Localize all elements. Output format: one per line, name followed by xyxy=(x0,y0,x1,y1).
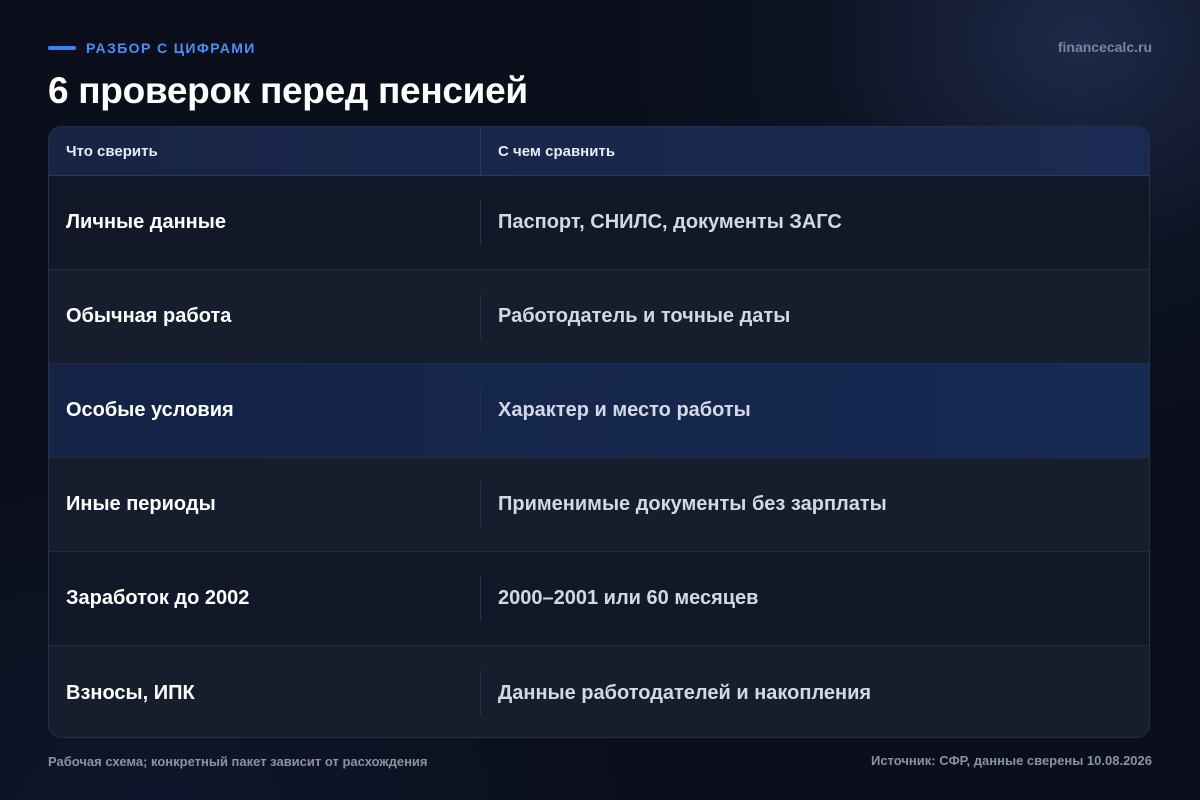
check-cell: Иные периоды xyxy=(49,458,481,551)
compare-cell: Данные работодателей и накопления xyxy=(498,681,872,704)
check-cell: Особые условия xyxy=(49,364,481,457)
compare-cell: Работодатель и точные даты xyxy=(498,305,791,327)
table-row xyxy=(49,552,1149,646)
footer-note: Рабочая схема; конкретный пакет зависит от расхождения xyxy=(48,754,428,769)
compare-cell: Характер и место работы xyxy=(498,399,751,421)
column-header-check: Что сверить xyxy=(49,127,481,175)
table-row xyxy=(49,176,1149,270)
checklist-table xyxy=(48,126,1150,738)
check-cell: Личные данные xyxy=(49,176,481,269)
compare-cell: Паспорт, СНИЛС, документы ЗАГС xyxy=(498,211,842,233)
check-cell: Заработок до 2002 xyxy=(49,552,481,645)
table-row-highlighted xyxy=(49,364,1149,458)
table-header xyxy=(49,127,1149,176)
compare-cell: 2000–2001 или 60 месяцев xyxy=(498,587,759,609)
site-name: financecalc.ru xyxy=(1057,39,1152,55)
kicker-label: РАЗБОР С ЦИФРАМИ xyxy=(86,40,256,56)
column-header-compare: С чем сравнить xyxy=(498,142,616,160)
footer-source: Источник: СФР, данные сверены 10.08.2026 xyxy=(870,753,1152,768)
compare-cell: Применимые документы без зарплаты xyxy=(498,493,887,515)
table-row xyxy=(49,458,1149,552)
check-cell: Обычная работа xyxy=(49,270,481,363)
check-cell: Взносы, ИПК xyxy=(49,646,481,738)
section-kicker xyxy=(48,39,256,57)
table-row xyxy=(49,646,1149,738)
table-row xyxy=(49,270,1149,364)
page-title: 6 проверок перед пенсией xyxy=(48,70,528,111)
table-body xyxy=(49,176,1149,738)
kicker-accent-bar xyxy=(48,46,76,50)
